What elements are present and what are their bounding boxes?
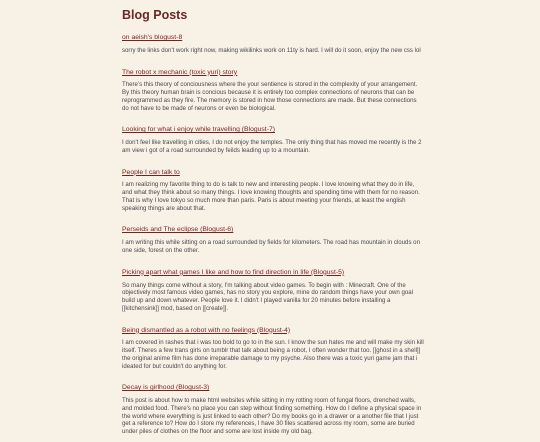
post-title-link[interactable]: Being dismantled as a robot with no feelings (Blogust-4) — [122, 326, 291, 334]
post-item — [122, 261, 424, 313]
post-title-link[interactable]: The robot x mechanic (toxic yuri) story — [122, 68, 238, 76]
post-excerpt — [122, 339, 424, 370]
blog-post-list — [122, 8, 424, 442]
post-excerpt — [122, 282, 424, 313]
post-title-link[interactable]: Looking for what i enjoy while travelling (Blogust-7) — [122, 126, 276, 134]
post-excerpt-text: I don't feel like travelling in cities, I do not enjoy the temples. The only thing that has moved me recently is the 2 am view i got of a road surrounded by feilds leading up to a mountain. — [122, 139, 422, 154]
post-excerpt — [122, 239, 424, 255]
post-excerpt — [122, 47, 424, 55]
post-title-link[interactable]: on aeish's blogust-8 — [122, 34, 183, 41]
post-excerpt — [122, 139, 424, 155]
page-title: Blog Posts — [122, 8, 188, 22]
post-item — [122, 61, 424, 113]
post-title-link[interactable]: Picking apart what games I like and how to find direction in life (Blogust-5) — [122, 268, 345, 276]
post-item — [122, 319, 424, 371]
post-title-link[interactable]: Perseids and The eclipse (Blogust-6) — [122, 226, 234, 234]
post-excerpt — [122, 397, 424, 436]
post-excerpt-text: This post is about how to make html websites while sitting in my rotting room of fungal floors, drenched walls, and molded food. There's no place you can step without finding something. How do I define a physical space in the world where everything is just linked to each other? Do my books go in a drawer or a another file that I just get a reference to? How do I store my references, I have 30 files scattered across my room, some are buried under piles of clothes on the floor and some are lost inside my old bag. — [122, 397, 422, 436]
post-excerpt-text: So many things come without a story, I'm talking about video games. To begin with : Minecraft. One of the objectively most famous video games, has no story you explore, mine do random things have your own goal build up and down whatever. People love it. I didn't I played vanilla for 20 minutes before installing a [[kitchensink]] mod, based on [[create]]. — [122, 281, 413, 312]
post-item — [122, 376, 424, 436]
post-excerpt-text: I am writing this while sitting on a road surrounded by fields for kilometers. The road has mountain in clouds on one side, forest on the other. — [122, 239, 420, 254]
post-title-link[interactable]: Decay is girlhood (Blogust-3) — [122, 384, 210, 392]
post-excerpt-text: sorry the links don't work right now, making wikilinks work on 11ty is hard. I will do it soon, enjoy the new css lol — [122, 46, 421, 54]
post-title-link[interactable]: People I can talk to — [122, 168, 180, 176]
post-item — [122, 26, 424, 55]
post-item — [122, 161, 424, 213]
post-item — [122, 118, 424, 154]
post-excerpt-text: I am realizing my favorite thing to do is talk to new and interesting people. I love knowing what they do in life, and what they think about so many things. I love knowing thoughts and spending time with them for no reason. That is why I love tokyo so much more than paris. Paris is about meeting your friends, at least the english speaking things are about that. — [122, 181, 420, 212]
post-excerpt-text: I am covered in rashes that i was too bold to go to in the sun. I know the sun hates me and will make my skin kill itself. Theres a few trans girls on tumblr that talk about being a robot, I often wonder that too. [[ghost in a shell]] the original anime film has done irreparable damage to my psyche. Also there was a toxic yuri game jam that i ideated for but couldn't do anything for. — [122, 339, 424, 370]
post-excerpt-text: There's this theory of conciousness where the your sentience is stored in the complexity of your arrangement. By this theory human brain is concious because it is entirely too complex connections of neurons that can be reprogrammed as they fire. The memory is stored in how those connections are made. But these connections do not have to be made of neurons or even be biological. — [122, 81, 418, 112]
post-item — [122, 218, 424, 254]
post-excerpt — [122, 181, 424, 212]
post-excerpt — [122, 81, 424, 112]
